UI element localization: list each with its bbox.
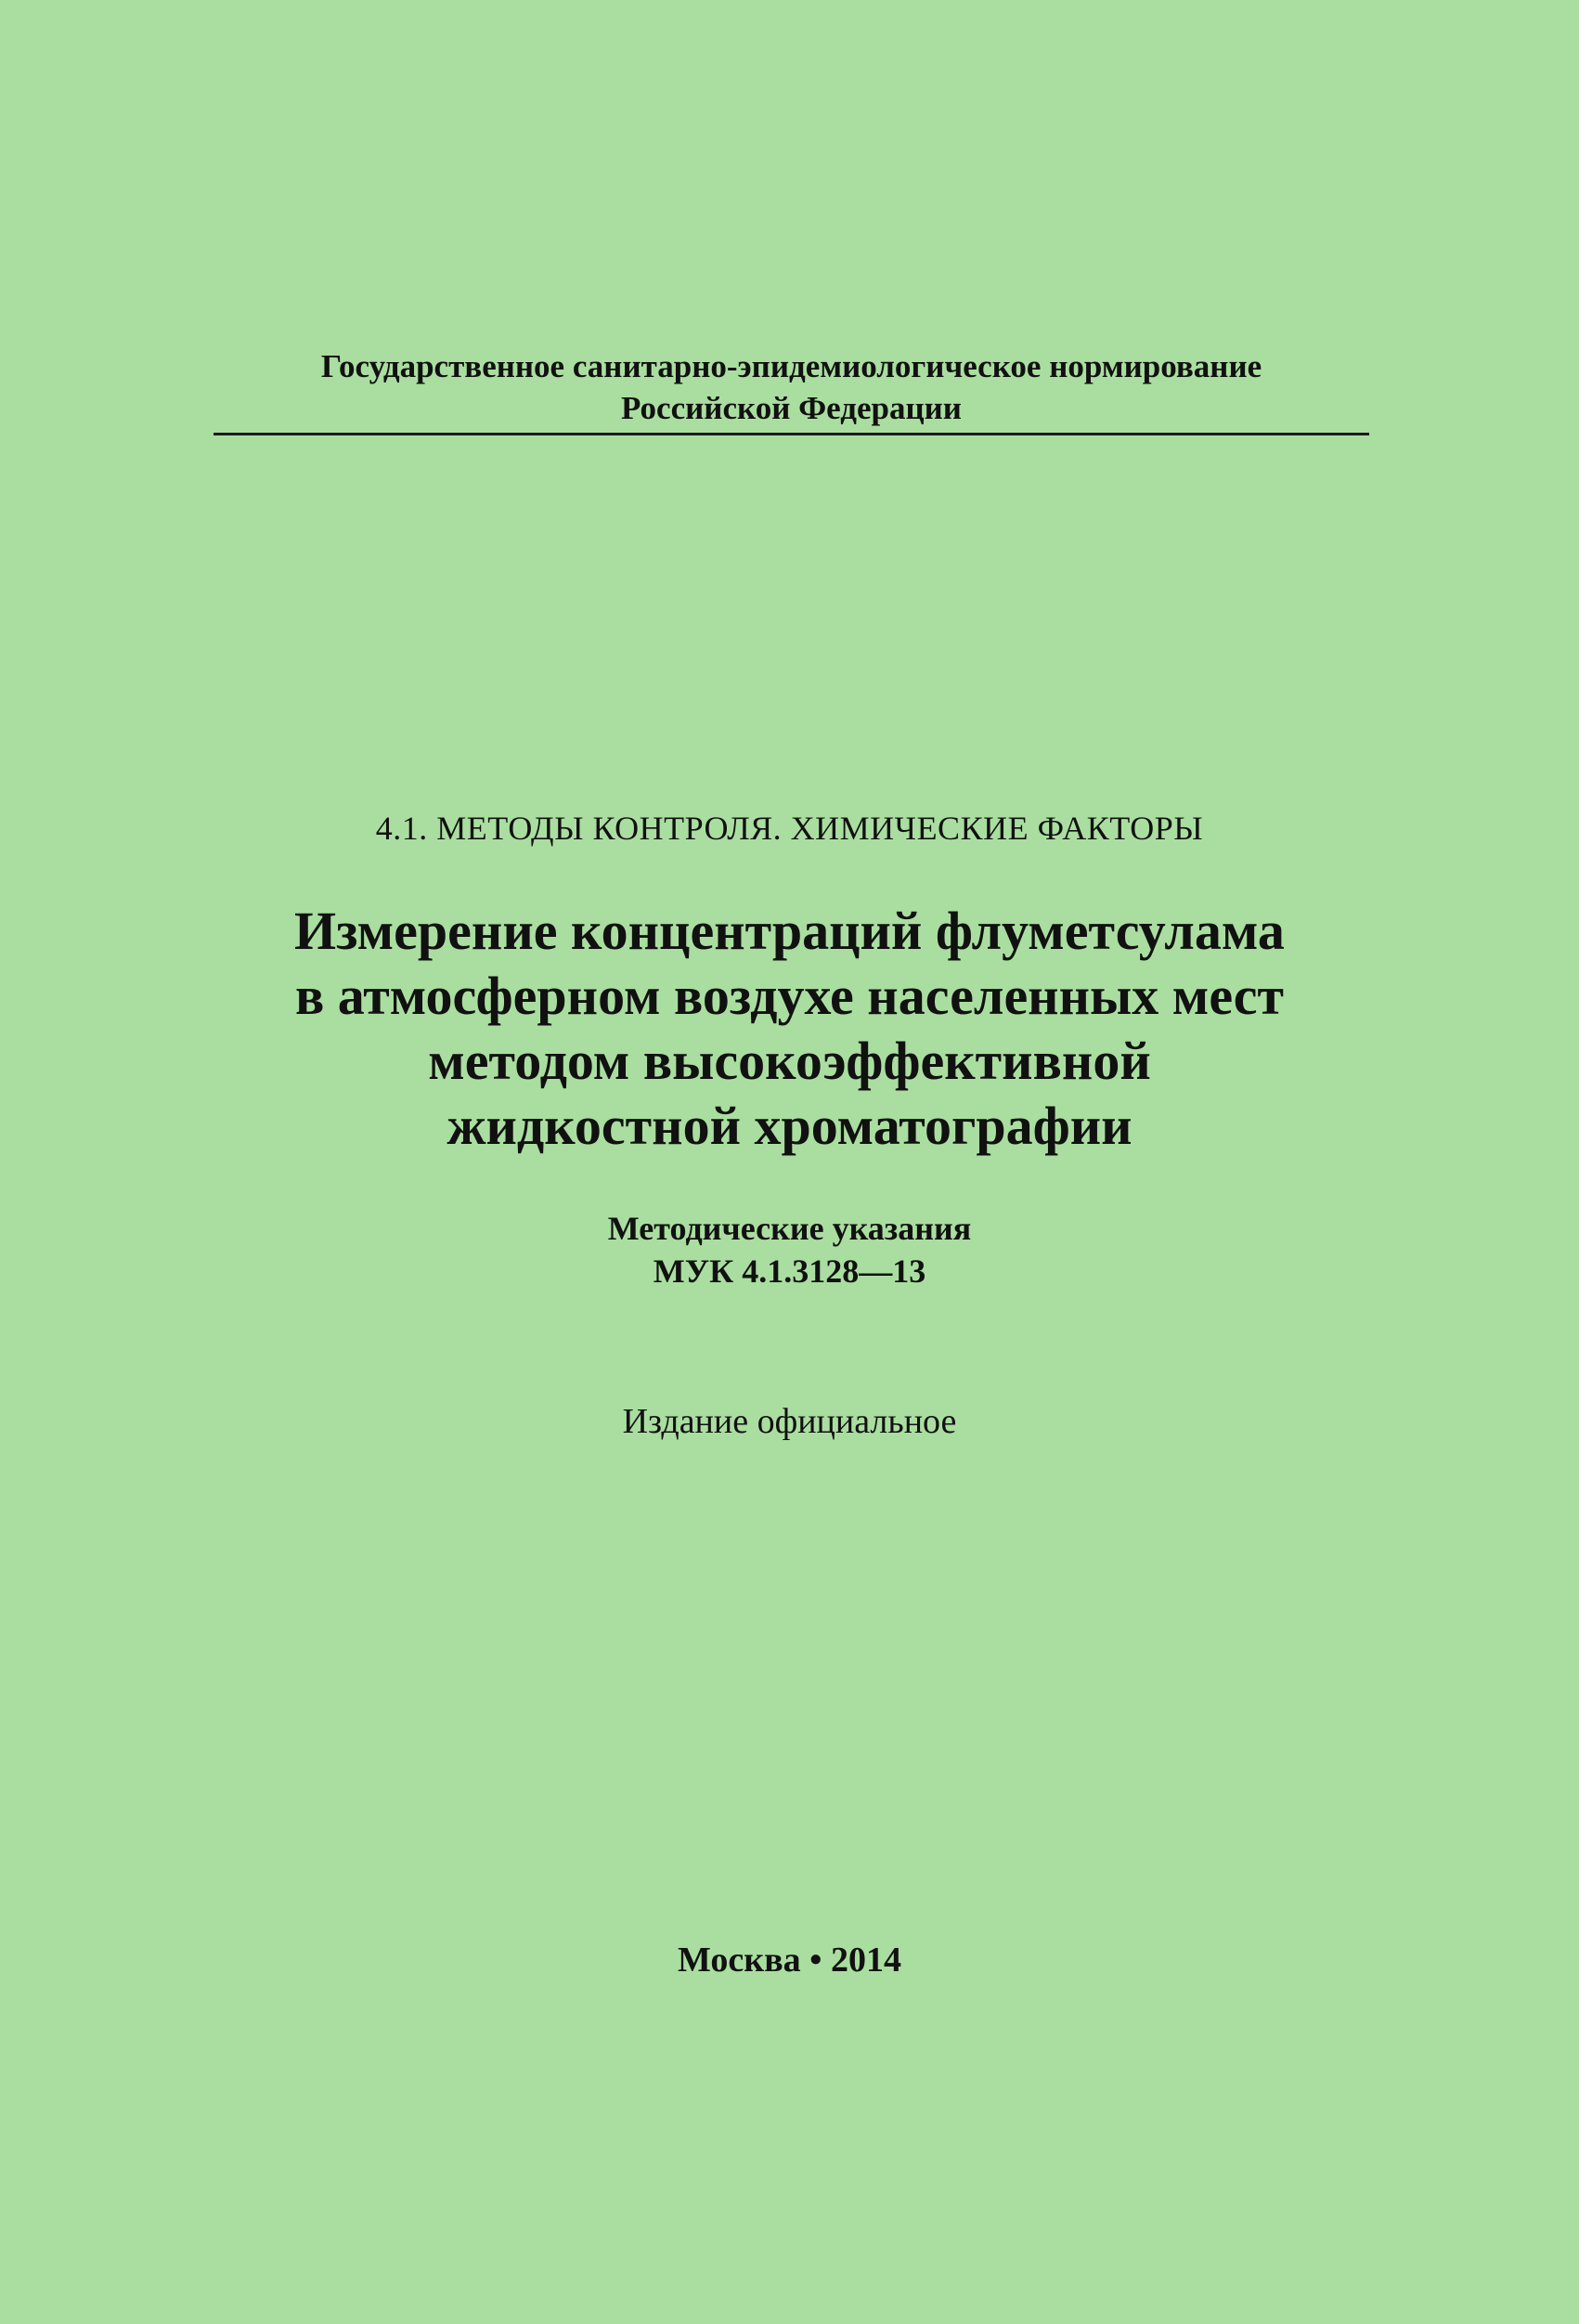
title-line-3: методом высокоэффективной (428, 1031, 1151, 1091)
title-line-4: жидкостной хроматографии (447, 1096, 1132, 1156)
header-line-2: Российской Федерации (621, 390, 962, 426)
edition-note: Издание официальное (622, 1402, 957, 1441)
publication-place-year: Москва • 2014 (678, 1941, 901, 1980)
document-type-label: Методические указания (607, 1210, 972, 1247)
document-code: МУК 4.1.3128—13 (653, 1253, 926, 1290)
title-line-2: в атмосферном воздухе населенных мест (294, 966, 1284, 1026)
header-divider (214, 433, 1369, 435)
series-heading: 4.1. МЕТОДЫ КОНТРОЛЯ. ХИМИЧЕСКИЕ ФАКТОРЫ (375, 810, 1204, 847)
title-line-1: Измерение концентраций флуметсулама (294, 901, 1285, 961)
header-authority (214, 345, 1369, 429)
document-title (139, 899, 1440, 1159)
document-type (0, 1207, 1579, 1292)
header-line-1: Государственное санитарно-эпидемиологическое нормирование (320, 348, 1262, 384)
